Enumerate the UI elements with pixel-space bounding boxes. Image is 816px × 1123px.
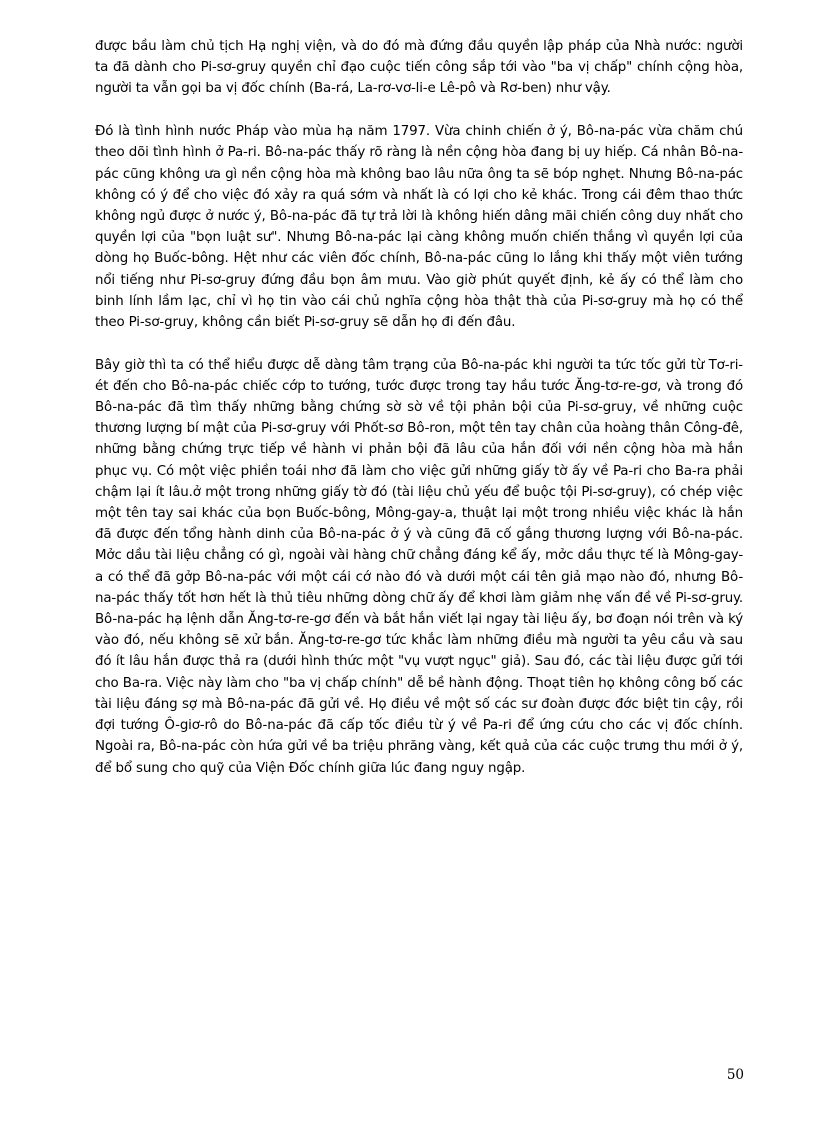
page-number: 50 — [726, 1067, 744, 1083]
paragraph-3: Bây giờ thì ta có thể hiểu được dễ dàng tâm trạng của Bô-na-pác khi người ta tức tốc gửi từ Tơ-ri-ét đến cho Bô-na-pác chiếc cớp to tướng, tước được trong tay hầu tước Ăng-tơ-re-gơ, và trong đó Bô-na-pác đã tìm thấy những bằng chứng sờ sờ về tội phản bội của Pi-sơ-gruy, về những cuộc thương lượng bí mật của Pi-sơ-gruy với Phốt-sơ Bô-ron, một tên tay chân của hoàng thân Công-đê, những bằng chứng trực tiếp về hành vi phản bội đã lâu của hắn đối với nền cộng hòa mà hắn phục vụ. Có một việc phiền toái nhơ đã làm cho việc gửi những giấy tờ ấy về Pa-ri cho Ba-ra phải chậm lại ít lâu.ở một trong những giấy tờ đó (tài liệu chủ yếu để buộc tội Pi-sơ-gruy), có chép việc một tên tay sai khác của bọn Buốc-bông, Mông-gay-a, thuật lại một trong nhiều việc khác là hắn đã được đến tổng hành dinh của Bô-na-pác ở ý và cũng đã cố gắng thương lượng với Bô-na-pác. Mởc dầu tài liệu chẳng có gì, ngoài vài hàng chữ chẳng đáng kể ấy, mởc dầu thực tế là Mông-gay-a có thể đã gởp Bô-na-pác với một cái cớ nào đó và dưới một cái tên giả mạo nào đó, nhưng Bô-na-pác thấy tốt hơn hết là thủ tiêu những dòng chữ ấy để khơi làm giảm nhẹ vấn đề về Pi-sơ-gruy. Bô-na-pác hạ lệnh dẫn Ăng-tơ-re-gơ đến và bắt hắn viết lại ngay tài liệu ấy, bơ đoạn nói trên và ký vào đó, nếu không sẽ xử bắn. Ăng-tơ-re-gơ tức khắc làm những điều mà người ta yêu cầu và sau đó ít lâu hắn được thả ra (dưới hình thức một "vụ vượt ngục" giả). Sau đó, các tài liệu được gửi tới cho Ba-ra. Việc này làm cho "ba vị chấp chính" dễ bề hành động. Thoạt tiên họ không công bố các tài liệu đáng sợ mà Bô-na-pác đã gửi về. Họ điều về một số các sư đoàn được đớc biệt tin cậy, rồi đợi tướng Ô-giơ-rô do Bô-na-pác đã cấp tốc điều từ ý về Pa-ri để ứng cứu cho các vị đốc chính. Ngoài ra, Bô-na-pác còn hứa gửi về ba triệu phrăng vàng, kết quả của các cuộc trưng thu mới ở ý, để bổ sung cho quỹ của Viện Đốc chính giữa lúc đang nguy ngập. — [95, 357, 743, 776]
paragraph-2: Đó là tình hình nước Pháp vào mùa hạ năm 1797. Vừa chinh chiến ở ý, Bô-na-pác vừa chăm chú theo dõi tình hình ở Pa-ri. Bô-na-pác thấy rõ ràng là nền cộng hòa đang bị uy hiếp. Cá nhân Bô-na-pác cũng không ưa gì nền cộng hòa mà không bao lâu nữa ông ta sẽ bóp nghẹt. Nhưng Bô-na-pác không có ý để cho việc đó xảy ra quá sớm và nhất là có lợi cho kẻ khác. Trong cái đêm thao thức không ngủ được ở nước ý, Bô-na-pác đã tự trả lời là không hiến dâng mãi chiến công duy nhất cho quyền lợi của "bọn luật sư". Nhưng Bô-na-pác lại càng không muốn chiến thắng vì quyền lợi của dòng họ Buốc-bông. Hệt như các viên đốc chính, Bô-na-pác cũng lo lắng khi thấy một viên tướng nổi tiếng như Pi-sơ-gruy đứng đầu bọn âm mưu. Vào giờ phút quyết định, kẻ ấy có thể làm cho binh lính lầm lạc, chỉ vì họ tin vào cái chủ nghĩa cộng hòa thật thà của Pi-sơ-gruy mà họ có thể theo Pi-sơ-gruy, không cần biết Pi-sơ-gruy sẽ dẫn họ đi đến đâu. — [95, 124, 743, 330]
page-body — [95, 36, 743, 800]
paragraph-1: được bầu làm chủ tịch Hạ nghị viện, và do đó mà đứng đầu quyền lập pháp của Nhà nước: người ta đã dành cho Pi-sơ-gruy quyền chỉ đạo cuộc tiến công sắp tới vào "ba vị chấp" chính cộng hòa, người ta vẫn gọi ba vị đốc chính (Ba-rá, La-rơ-vơ-li-e Lê-pô và Rơ-ben) như vậy. — [95, 39, 743, 97]
